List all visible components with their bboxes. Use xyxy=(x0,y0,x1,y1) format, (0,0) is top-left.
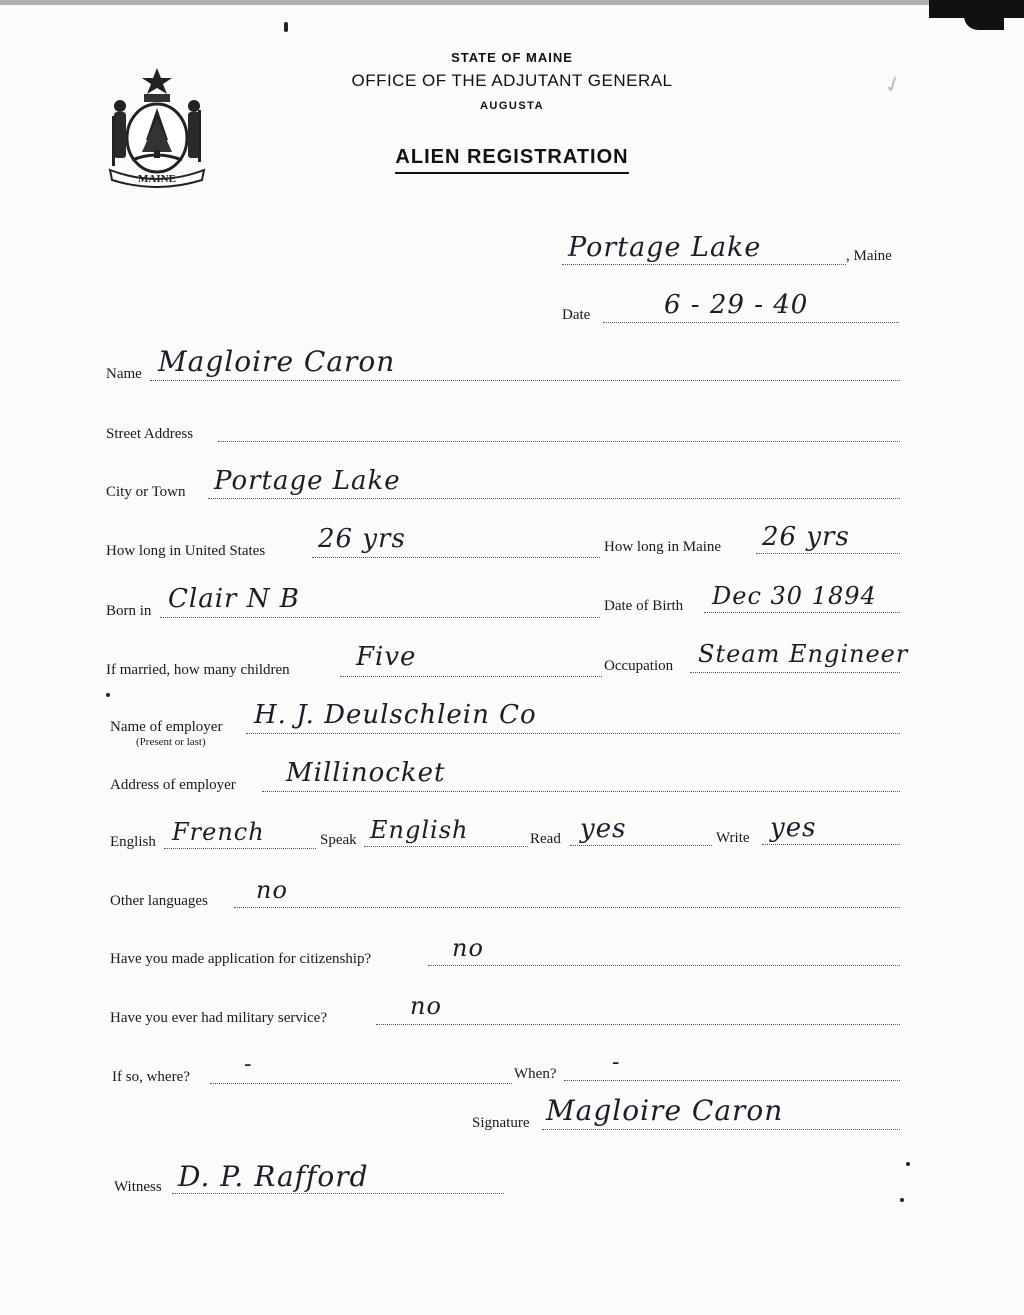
citizenship-line xyxy=(428,965,900,966)
dob-label: Date of Birth xyxy=(604,598,684,614)
signature-label: Signature xyxy=(472,1115,530,1131)
speak-value: English xyxy=(370,816,469,844)
scan-corner-tab xyxy=(964,0,1004,30)
street-label: Street Address xyxy=(106,426,194,442)
header-office: OFFICE OF THE ADJUTANT GENERAL xyxy=(351,71,673,90)
occupation-label: Occupation xyxy=(604,658,674,674)
how-long-us-line xyxy=(312,557,600,558)
when-line xyxy=(564,1080,900,1081)
english-line xyxy=(164,848,316,849)
how-long-us-label: How long in United States xyxy=(106,543,266,559)
write-label: Write xyxy=(716,830,750,846)
english-value: French xyxy=(172,818,265,846)
header-city: AUGUSTA xyxy=(479,100,545,112)
read-label: Read xyxy=(530,831,561,847)
stray-mark xyxy=(900,1198,904,1202)
read-line xyxy=(570,845,712,846)
employer-label: Name of employer xyxy=(110,719,223,735)
occupation-value: Steam Engineer xyxy=(698,640,909,668)
children-label: If married, how many children xyxy=(106,662,290,678)
write-value: yes xyxy=(770,813,817,843)
where-value: - xyxy=(244,1052,253,1077)
children-line xyxy=(340,676,602,677)
witness-value: D. P. Rafford xyxy=(178,1160,369,1193)
born-in-label: Born in xyxy=(106,603,152,619)
citizenship-label: Have you made application for citizenship? xyxy=(110,951,372,967)
read-value: yes xyxy=(580,814,627,844)
city-label: City or Town xyxy=(106,484,186,500)
street-line xyxy=(218,441,900,442)
military-line xyxy=(376,1024,900,1025)
english-label: English xyxy=(110,834,156,850)
speak-label: Speak xyxy=(320,832,357,848)
employer-address-label: Address of employer xyxy=(110,777,236,793)
employer-sublabel: (Present or last) xyxy=(136,736,206,748)
where-line xyxy=(210,1083,512,1084)
city-line xyxy=(208,498,900,499)
signature-line xyxy=(542,1129,900,1130)
employer-value: H. J. Deulschlein Co xyxy=(254,700,537,730)
header-state: STATE OF MAINE xyxy=(451,50,573,65)
witness-label: Witness xyxy=(114,1179,162,1195)
dob-value: Dec 30 1894 xyxy=(712,582,877,610)
date-value: 6 - 29 - 40 xyxy=(664,290,809,320)
name-value: Magloire Caron xyxy=(158,345,396,378)
page-title xyxy=(0,146,1024,169)
check-mark-icon: ✓ xyxy=(880,69,906,100)
punch-mark xyxy=(284,22,288,32)
how-long-maine-line xyxy=(756,553,900,554)
when-value: - xyxy=(612,1050,621,1075)
title-text: ALIEN REGISTRATION xyxy=(395,146,628,174)
date-line xyxy=(603,322,899,323)
when-label: When? xyxy=(514,1066,557,1082)
write-line xyxy=(762,844,900,845)
occupation-line xyxy=(690,672,900,673)
employer-address-line xyxy=(262,791,900,792)
witness-line xyxy=(172,1193,504,1194)
dob-line xyxy=(704,612,900,613)
employer-address-value: Millinocket xyxy=(286,758,446,788)
seal-banner-text: MAINE xyxy=(138,173,176,185)
citizenship-value: no xyxy=(452,934,484,962)
city-value: Portage Lake xyxy=(214,466,401,496)
other-languages-label: Other languages xyxy=(110,893,208,909)
other-languages-value: no xyxy=(256,876,288,904)
how-long-maine-label: How long in Maine xyxy=(604,539,722,555)
stray-mark xyxy=(106,693,110,697)
stray-mark xyxy=(906,1162,910,1166)
other-languages-line xyxy=(234,907,900,908)
maine-label: , Maine xyxy=(846,248,892,264)
name-line xyxy=(150,380,900,381)
speak-line xyxy=(364,846,528,847)
employer-line xyxy=(246,733,900,734)
date-label: Date xyxy=(562,307,591,323)
place-value: Portage Lake xyxy=(568,232,762,263)
signature-value: Magloire Caron xyxy=(546,1094,784,1127)
scan-top-edge xyxy=(0,0,1024,5)
born-in-line xyxy=(160,617,600,618)
military-value: no xyxy=(410,992,442,1020)
how-long-us-value: 26 yrs xyxy=(318,524,406,554)
military-label: Have you ever had military service? xyxy=(110,1010,327,1026)
how-long-maine-value: 26 yrs xyxy=(762,522,850,552)
place-line xyxy=(562,264,846,265)
where-label: If so, where? xyxy=(112,1069,190,1085)
born-in-value: Clair N B xyxy=(168,584,300,614)
children-value: Five xyxy=(356,642,417,672)
name-label: Name xyxy=(106,366,142,382)
